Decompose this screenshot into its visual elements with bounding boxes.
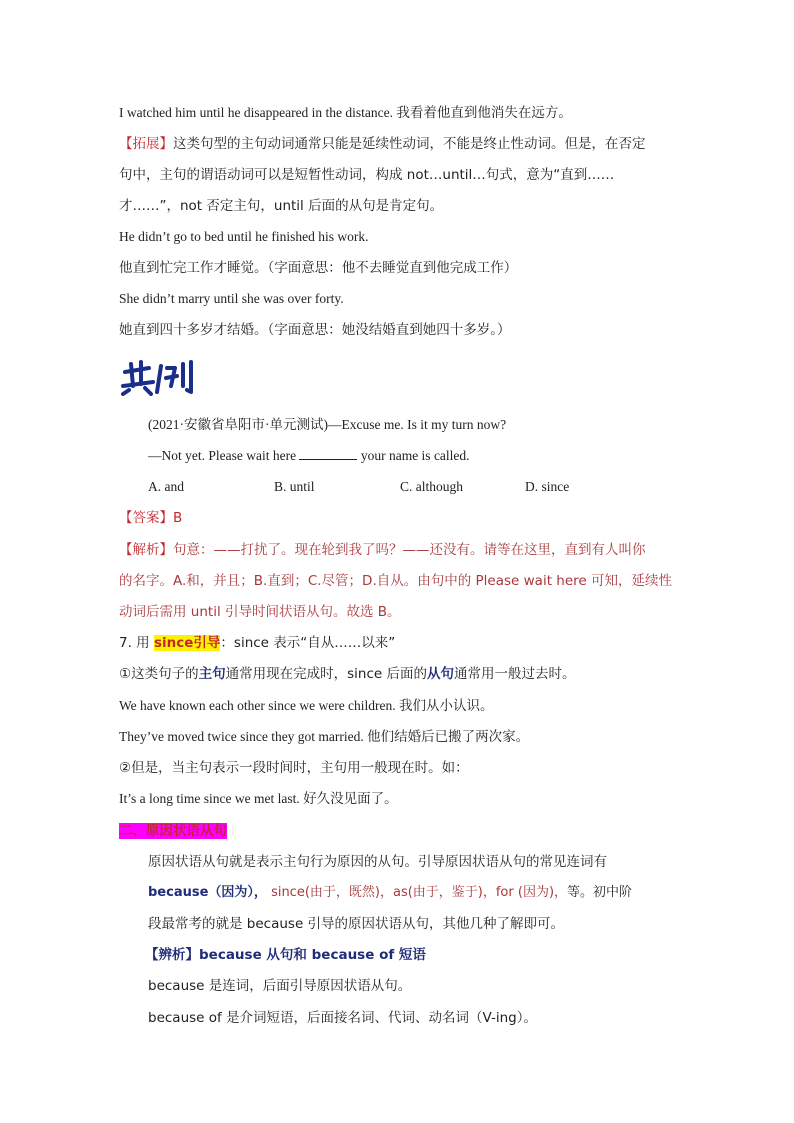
option-c: C. although bbox=[400, 479, 463, 494]
since-keyword: since bbox=[153, 635, 194, 651]
option-d: D. since bbox=[525, 479, 570, 494]
text-line: He didn’t go to bed until he finished his work. bbox=[119, 229, 369, 244]
analysis-line: 【解析】句意：——打扰了。现在轮到我了吗？——还没有。请等在这里，直到有人叫你 bbox=[119, 542, 646, 558]
question-stem: —Not yet. Please wait here your name is called. bbox=[148, 448, 470, 463]
option-b: B. until bbox=[274, 479, 315, 494]
text-line: 才……”，not 否定主句，until 后面的从句是肯定句。 bbox=[119, 198, 444, 214]
text-line: She didn’t marry until she was over forty. bbox=[119, 291, 344, 306]
analysis-line: 的名字。A.和，并且；B.直到；C.尽管；D.自从。由句中的 Please wait here 可知，延续性 bbox=[119, 573, 672, 589]
example-sentence: They’ve moved twice since they got married. 他们结婚后已搬了两次家。 bbox=[119, 729, 530, 744]
example-sentence: It’s a long time since we met last. 好久没见面了。 bbox=[119, 791, 398, 806]
answer-tag: 【答案】 bbox=[119, 510, 173, 526]
conjunction-list: since(由于，既然)，as(由于，鉴于)，for (因为)， bbox=[271, 885, 568, 900]
because-keyword: because（因为）， bbox=[148, 885, 267, 900]
text-line: I watched him until he disappeared in the distance. 我看着他直到他消失在远方。 bbox=[119, 105, 572, 120]
expand-tag: 【拓展】 bbox=[119, 136, 173, 152]
paragraph-line: because（因为）， since(由于，既然)，as(由于，鉴于)，for (因为)，等。初中阶 bbox=[148, 885, 633, 900]
rule-line: ②但是，当主句表示一段时间时，主句用一般现在时。如： bbox=[119, 760, 469, 776]
example-sentence: We have known each other since we were children. 我们从小认识。 bbox=[119, 698, 494, 713]
paragraph-line: 原因状语从句就是表示主句行为原因的从句。引导原因状语从句的常见连词有 bbox=[148, 854, 607, 870]
answer-value: B bbox=[173, 510, 183, 526]
option-a: A. and bbox=[148, 479, 184, 494]
answer-blank bbox=[299, 447, 357, 460]
analysis-line: 动词后需用 until 引导时间状语从句。故选 B。 bbox=[119, 604, 401, 620]
question-stem: (2021·安徽省阜阳市·单元测试)—Excuse me. Is it my turn now? bbox=[148, 417, 507, 432]
guide-keyword: 引导 bbox=[193, 635, 221, 651]
text-line: 他直到忙完工作才睡觉。（字面意思：他不去睡觉直到他完成工作） bbox=[119, 260, 518, 276]
paragraph-line: 段最常考的就是 because 引导的原因状语从句，其他几种了解即可。 bbox=[148, 916, 565, 932]
section-heading: 7. 用 since引导：since 表示“自从……以来” bbox=[119, 635, 396, 651]
text-line bbox=[119, 135, 694, 153]
section2-heading: 二、原因状语从句 bbox=[119, 823, 227, 839]
paragraph-line: because of 是介词短语，后面接名词、代词、动名词（V-ing）。 bbox=[148, 1010, 538, 1026]
analysis-tag: 【解析】 bbox=[119, 542, 173, 558]
distinguish-heading: 【辨析】because 从句和 because of 短语 bbox=[145, 947, 426, 963]
distinguish-tag: 【辨析】 bbox=[145, 947, 199, 963]
expand-text: 这类句型的主句动词通常只能是延续性动词，不能是终止性动词。但是，在否定 bbox=[173, 136, 646, 152]
text-line: 句中，主句的谓语动词可以是短暂性动词，构成 not…until…句式，意为“直到…… bbox=[119, 167, 615, 183]
answer-line bbox=[119, 509, 694, 527]
rule-line: ①这类句子的主句通常用现在完成时，since 后面的从句通常用一般过去时。 bbox=[119, 666, 576, 682]
text-line: 她直到四十多岁才结婚。（字面意思：她没结婚直到她四十多岁。） bbox=[119, 322, 511, 338]
example-stamp-logo bbox=[119, 356, 203, 396]
paragraph-line: because 是连词，后面引导原因状语从句。 bbox=[148, 978, 412, 994]
